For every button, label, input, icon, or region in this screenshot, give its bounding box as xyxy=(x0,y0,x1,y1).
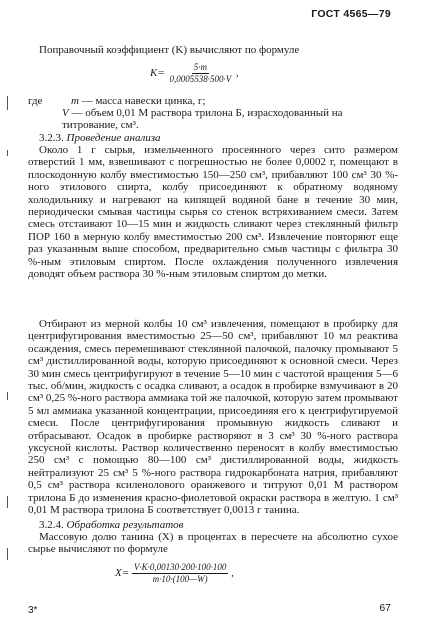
margin-mark xyxy=(7,96,8,110)
where-lead: где xyxy=(28,95,43,107)
formula-x-denominator: m·10·(100—W) xyxy=(152,574,208,584)
results-paragraph: Массовую долю танина (X) в процентах в пересчете на абсолютно сухое сырье вычисляют по формуле xyxy=(28,531,398,556)
margin-mark xyxy=(7,392,8,400)
formula-k xyxy=(150,62,239,85)
section-3-2-4-heading: 3.2.4. Обработка результатов xyxy=(39,519,184,531)
formula-x-fraction xyxy=(132,562,229,585)
section-3-2-3-heading: 3.2.3. Проведение анализа xyxy=(39,132,161,144)
formula-k-fraction xyxy=(168,62,234,85)
margin-mark xyxy=(7,548,8,560)
formula-k-lhs: K= xyxy=(150,67,165,80)
formula-x xyxy=(115,562,234,585)
definition-v-symbol: V xyxy=(62,107,69,119)
formula-x-numerator: V·K·0,00130·200·100·100 xyxy=(133,562,227,572)
definition-v xyxy=(62,107,392,132)
definition-v-text: — объем 0,01 М раствора трилона Б, израсходованный на титрование, см³. xyxy=(62,107,343,132)
definition-m xyxy=(71,95,391,107)
margin-mark xyxy=(7,150,8,156)
definition-m-symbol: m xyxy=(71,95,79,107)
formula-x-lhs: X= xyxy=(115,567,130,580)
formula-k-numerator: 5·m xyxy=(193,62,208,72)
standard-header: ГОСТ 4565—79 xyxy=(311,8,391,20)
procedure-paragraph-2: Отбирают из мерной колбы 10 см³ извлечения, помещают в пробирку для центрифугирования вместимостью 25—50 см³, прибавляют 10 мл реактива осаждения, смесь перемешивают стеклянной палочкой, палочку промывают 5 см³ дистиллированной воды, которую присоединяют к основной смеси. Через 30 мин смесь центрифугируют в течение 5—10 мин с частотой вращения 5—6 тыс. об/мин, жидкость с осадка сливают, а осадок в пробирке взмучивают в 20 см³ 0,25 %-ного раствора аммиака той же палочкой, которую затем промывают 5 мл аммиака указанной концентрации, присоединяя его к центрифугируемой смеси. После центрифугирования промывную жидкость сливают и отбрасывают. Осадок в пробирке растворяют в 3 см³ 30 %-ного раствора уксусной кислоты. Раствор количественно переносят в колбу вместимостью 250 см³ с помощью 80—100 см³ дистиллированной воды, жидкость нейтрализуют 25 см³ 5 %-ного раствора гидрокарбоната натрия, прибавляют 0,5 см³ раствора ксиленолового оранжевого и титруют 0,01 М раствором трилона Б до изменения красно-фиолетовой окраски раствора в желтую. 1 см³ 0,01 М раствора трилона Б соответствует 0,0013 г танина. xyxy=(28,318,398,517)
formula-k-denominator: 0,0005538·500·V xyxy=(169,74,232,84)
formula-x-tail: , xyxy=(231,567,234,580)
intro-paragraph: Поправочный коэффициент (K) вычисляют по формуле xyxy=(39,44,300,56)
definition-m-text: — масса навески цинка, г; xyxy=(81,95,206,107)
formula-k-tail: , xyxy=(236,67,239,80)
signature-mark: 3* xyxy=(28,605,38,616)
procedure-paragraph-1: Около 1 г сырья, измельченного просеянного через сито размером отверстий 1 мм, взвешивают с погрешностью не более 0,0002 г, помещают в плоскодонную колбу вместимостью 150—250 см³, прибавляют 100 см³ 30 %-ного этилового спирта, колбу присоединяют к обратному водяному холодильнику и нагревают на кипящей водяной бане в течение 30 мин, периодически смывая частицы сырья со стенок встряхиванием смеси. Затем смесь отстаивают 10—15 мин и жидкость сливают через стеклянный фильтр ПОР 160 в мерную колбу вместимостью 200 см³. Извлечение повторяют еще раз указанным выше способом, предварительно смыв частицы с фильтра 30 %-ным этиловым спиртом. После охлаждения полученного извлечения доводят объем раствора 30 %-ным этиловым спиртом до метки. xyxy=(28,144,398,281)
page-number: 67 xyxy=(379,602,391,614)
margin-mark xyxy=(7,496,8,508)
